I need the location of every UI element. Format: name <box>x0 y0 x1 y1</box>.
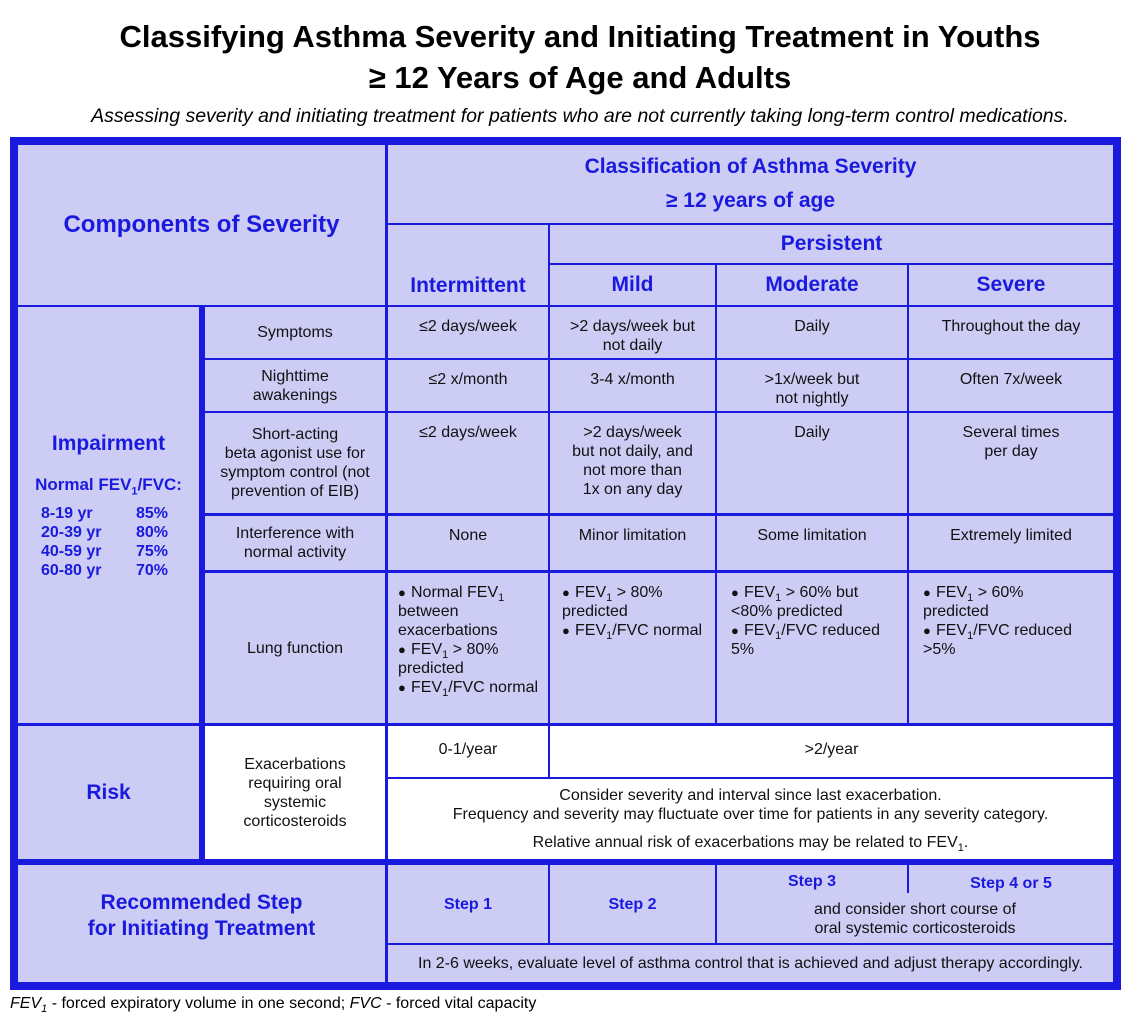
lung-label-cell <box>205 573 385 723</box>
saba-moderate <box>717 413 907 513</box>
nighttime-moderate <box>717 360 907 411</box>
interference-severe <box>909 516 1113 570</box>
risk-cell <box>18 726 199 859</box>
step-3-box <box>717 865 907 893</box>
cell-text: ≤2 days/week <box>419 424 517 441</box>
cell-text: beta agonist use for <box>224 445 366 462</box>
step-4-5-box <box>909 865 1113 893</box>
mild-header <box>550 265 715 305</box>
age-ratio-list <box>41 504 176 580</box>
bullet-text: FEV <box>575 584 607 601</box>
risk-note <box>388 779 1113 859</box>
age-range: 8-19 yr <box>41 505 93 522</box>
bullet-item: ● $FEV_1 > 80\%$ <box>398 641 499 662</box>
risk-label: Risk <box>86 780 131 804</box>
step-3-label: Step 3 <box>787 873 836 890</box>
symptoms-label: Symptoms <box>257 324 333 341</box>
cell-text: symptom control (not <box>220 464 370 481</box>
bullet-text: FEV <box>744 622 776 639</box>
impairment-cell <box>18 307 199 723</box>
age-value: 85% <box>136 505 169 522</box>
subscript: 1 <box>41 1003 48 1016</box>
bullet-item: ● $FEV_1$/FVC normal <box>562 622 703 643</box>
cell-text: >2/year <box>804 741 859 758</box>
cell-text: 0-1/year <box>438 741 498 758</box>
bullet-item: ● $FEV_1$/FVC reduced <box>923 622 1072 643</box>
subscript: 1 <box>498 592 505 605</box>
step-4-5-label: Step 4 or 5 <box>970 875 1052 892</box>
bullet-item: ● $FEV_1$/FVC reduced <box>731 622 880 643</box>
cell-text: 1x on any day <box>582 481 683 498</box>
risk-intermittent <box>388 726 548 777</box>
saba-mild <box>550 413 715 513</box>
cell-text: oral systemic corticosteroids <box>814 920 1016 937</box>
cell-text: per day <box>984 443 1038 460</box>
bullet-item: ● $FEV_1$/FVC normal <box>398 679 539 700</box>
symptoms-label-cell <box>205 307 385 358</box>
subscript: 1 <box>606 592 613 605</box>
cell-text: Short-acting <box>251 426 339 443</box>
bullet-text: Normal FEV <box>411 584 499 601</box>
cell-text: Often 7x/week <box>959 371 1063 388</box>
severity-table <box>10 137 1121 990</box>
cell-text: Throughout the day <box>941 318 1081 335</box>
footnote <box>10 995 537 1016</box>
moderate-label: Moderate <box>765 273 859 296</box>
cell-text: Interference with <box>235 525 355 542</box>
age-value: 70% <box>136 562 169 579</box>
interference-mild <box>550 516 715 570</box>
bullet-text: FEV <box>411 641 443 658</box>
subtitle: Assessing severity and initiating treatment for patients who are not currently taking long-term control medications. <box>91 105 1069 127</box>
cell-text: corticosteroids <box>243 812 347 830</box>
symptoms-severe <box>909 307 1113 358</box>
cell-text: Consider severity and interval since last exacerbation. <box>559 787 942 804</box>
cell-text: >1x/week but <box>764 371 860 388</box>
bullet-item: ● $FEV_1 > 60\%$ but <box>731 584 859 605</box>
severe-header <box>909 265 1113 305</box>
classification-line-1: Classification of Asthma Severity <box>584 155 917 178</box>
exacerbations-label-cell <box>205 726 385 859</box>
nighttime-label-cell <box>205 360 385 411</box>
bullet-item: ● Normal $FEV_1$ <box>398 584 505 605</box>
treatment-label-1: Recommended Step <box>100 890 303 914</box>
bullet-text: predicted <box>398 660 464 677</box>
bullet-text: FEV <box>936 584 968 601</box>
bullet-text: /FVC reduced <box>973 622 1072 639</box>
subscript: 1 <box>775 592 782 605</box>
mild-label: Mild <box>611 273 654 296</box>
bullet-text: FEV <box>744 584 776 601</box>
evaluate-cell <box>388 945 1113 982</box>
saba-label-cell <box>205 413 385 513</box>
cell-text: Nighttime <box>261 367 329 385</box>
bullet-text: between <box>398 603 459 620</box>
cell-text: ≤2 days/week <box>419 318 517 335</box>
bullet-item: ● $FEV_1 > 60\%$ <box>923 584 1024 605</box>
normal-ratio-label <box>35 475 182 498</box>
title-line-2: ≥ 12 Years of Age and Adults <box>368 60 792 95</box>
subscript: 1 <box>967 592 974 605</box>
cell-text: requiring oral <box>248 774 342 792</box>
cell-text: In 2-6 weeks, evaluate level of asthma control that is achieved and adjust therapy accordingly. <box>418 955 1083 972</box>
saba-intermittent <box>388 413 548 513</box>
subscript: 1 <box>967 630 974 643</box>
bullet-item: ● $FEV_1 > 80\%$ <box>562 584 663 605</box>
risk-persistent <box>550 726 1113 777</box>
age-range: 20-39 yr <box>41 524 102 541</box>
classification-line-2: ≥ 12 years of age <box>665 189 836 212</box>
nighttime-intermittent <box>388 360 548 411</box>
interference-intermittent <box>388 516 548 570</box>
cell-text: but not daily, and <box>572 443 693 460</box>
cell-text: systemic <box>263 793 327 811</box>
bullet-text: > 60% <box>973 584 1024 601</box>
step-1-cell <box>388 865 548 943</box>
cell-text: Extremely limited <box>950 527 1072 544</box>
footnote-text: - forced vital capacity <box>381 995 537 1012</box>
cell-text: not more than <box>583 462 682 479</box>
step-row <box>717 865 1113 893</box>
moderate-header <box>717 265 907 305</box>
treatment-label-2: for Initiating Treatment <box>87 916 316 940</box>
bullet-text: exacerbations <box>398 622 498 639</box>
classification-header <box>388 145 1113 223</box>
bullet-text: FEV <box>411 679 443 696</box>
cell-text: awakenings <box>252 386 338 404</box>
bullet-text: FEV <box>575 622 607 639</box>
symptoms-mild <box>550 307 715 358</box>
symptoms-intermittent <box>388 307 548 358</box>
bullet-text: <80% predicted <box>731 603 843 620</box>
footnote-text: - forced expiratory volume in one second; <box>47 995 350 1012</box>
bullet-text: > 60% but <box>781 584 859 601</box>
subscript: 1 <box>606 630 613 643</box>
bullet-text: predicted <box>923 603 989 620</box>
subscript: 1 <box>775 630 782 643</box>
cell-text: Daily <box>794 318 830 335</box>
normal-ratio-suffix: /FVC: <box>137 475 182 494</box>
normal-ratio-prefix: Normal FEV <box>35 475 132 494</box>
age-range: 60-80 yr <box>41 562 102 579</box>
interference-label-cell <box>205 516 385 570</box>
note-text: Relative annual risk of exacerbations may be related to FEV <box>532 834 958 851</box>
cell-text <box>532 833 969 855</box>
cell-text: prevention of EIB) <box>230 483 360 500</box>
normal-ratio-sub: 1 <box>131 485 138 498</box>
components-header <box>18 145 385 305</box>
cell-text: >2 days/week but <box>570 318 695 335</box>
saba-severe <box>909 413 1113 513</box>
bullet-text: 5% <box>731 641 755 658</box>
cell-text: 3-4 x/month <box>590 371 675 388</box>
cell-text: normal activity <box>243 544 347 561</box>
cell-text: None <box>448 527 488 544</box>
step-1-label: Step 1 <box>443 895 492 913</box>
cell-text: ≤2 x/month <box>428 371 508 388</box>
bullet-text: /FVC normal <box>448 679 539 696</box>
cell-text: Several times <box>962 424 1060 441</box>
nighttime-mild <box>550 360 715 411</box>
age-value: 80% <box>136 524 169 541</box>
cell-text: Daily <box>794 424 830 441</box>
bullet-text: FEV <box>936 622 968 639</box>
cell-text: not nightly <box>775 390 849 407</box>
bullet-text: /FVC normal <box>612 622 703 639</box>
cell-text: >2 days/week <box>583 424 682 441</box>
interference-moderate <box>717 516 907 570</box>
age-range: 40-59 yr <box>41 543 102 560</box>
components-label: Components of Severity <box>63 211 340 238</box>
cell-text: Lung function <box>246 639 344 657</box>
lung-severe <box>909 573 1113 723</box>
step-2-cell <box>550 865 715 943</box>
treatment-cell <box>18 865 385 982</box>
lung-intermittent <box>388 573 548 723</box>
footnote-fvc: FVC <box>349 995 382 1012</box>
intermittent-label: Intermittent <box>410 274 526 297</box>
page-title <box>0 16 1144 98</box>
nighttime-severe <box>909 360 1113 411</box>
lung-mild <box>550 573 715 723</box>
intermittent-header <box>388 225 548 305</box>
lung-moderate <box>717 573 907 723</box>
cell-text: Some limitation <box>757 527 867 544</box>
cell-text: Minor limitation <box>578 527 687 544</box>
subscript: 1 <box>957 842 964 855</box>
persistent-header <box>550 225 1113 263</box>
step-3-5-cell <box>717 865 1113 943</box>
cell-text: Exacerbations <box>244 755 346 773</box>
note-text: . <box>963 834 969 851</box>
bullet-text: /FVC reduced <box>781 622 880 639</box>
cell-text: not daily <box>602 337 663 354</box>
bullet-text: > 80% <box>448 641 499 658</box>
bullet-text: predicted <box>562 603 628 620</box>
footnote-fev: FEV <box>10 995 42 1012</box>
severe-label: Severe <box>976 273 1046 296</box>
symptoms-moderate <box>717 307 907 358</box>
step-2-label: Step 2 <box>608 895 657 913</box>
cell-text: Frequency and severity may fluctuate over time for patients in any severity category. <box>452 806 1049 823</box>
impairment-label: Impairment <box>51 432 166 455</box>
bullet-text: > 80% <box>612 584 663 601</box>
cell-text: and consider short course of <box>814 901 1016 918</box>
bullet-text: >5% <box>923 641 956 658</box>
subscript: 1 <box>442 687 449 700</box>
title-line-1: Classifying Asthma Severity and Initiating Treatment in Youths <box>119 19 1041 54</box>
age-value: 75% <box>136 543 169 560</box>
persistent-label: Persistent <box>780 232 883 255</box>
subscript: 1 <box>442 649 449 662</box>
